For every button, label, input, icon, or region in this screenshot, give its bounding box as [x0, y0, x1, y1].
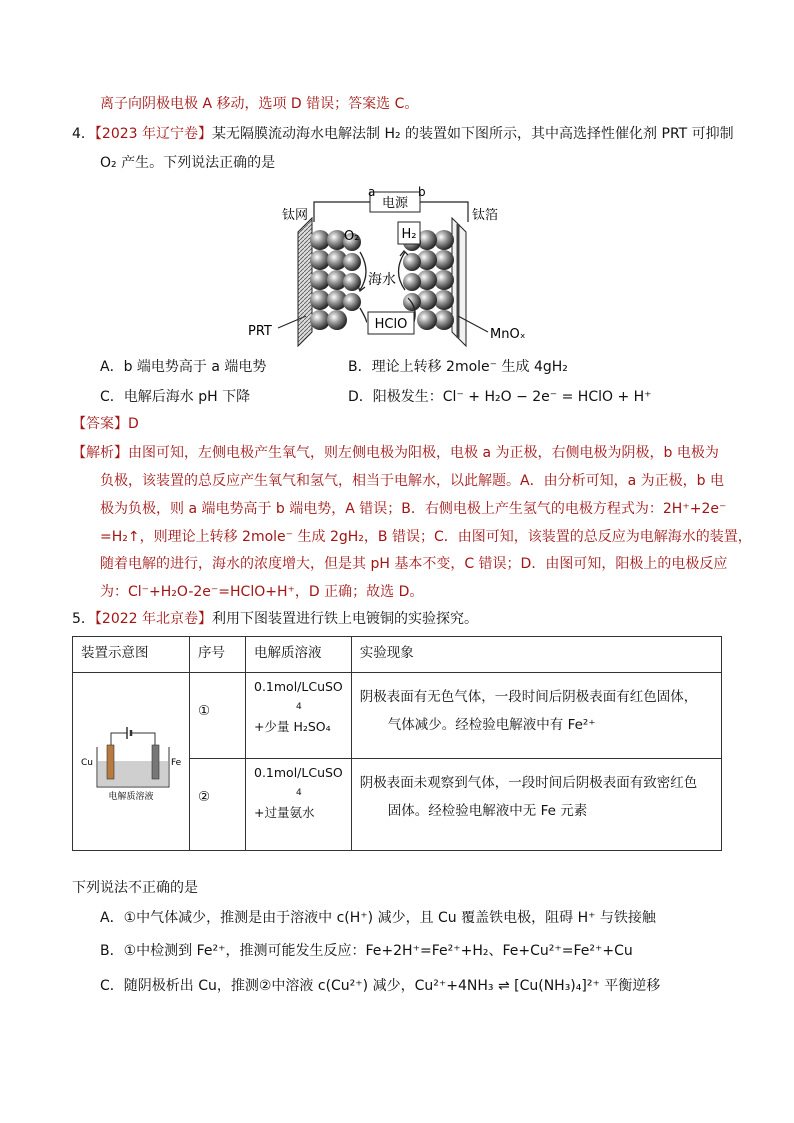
seawater-label: 海水 [368, 272, 396, 288]
q5-stem-text: 利用下图装置进行铁上电镀铜的实验探究。 [212, 611, 479, 627]
table-header-row [73, 637, 722, 673]
table-header-number: 序号 [190, 637, 246, 673]
row1-solution-subscript: 4 [296, 702, 302, 712]
mnox-label: MnOₓ [490, 327, 526, 342]
left-electrode-plate [298, 218, 312, 346]
iron-electrode [152, 745, 159, 779]
row1-solution-line1: 0.1mol/LCuSO [254, 679, 343, 694]
q4-analysis-line3: 极为负极，则 a 端电势高于 b 端电势，A 错误；B．右侧电极上产生氢气的电极方程式为：2H⁺+2e⁻ [100, 501, 727, 517]
q4-answer: 【答案】D [72, 416, 139, 432]
q4-number: 4． [72, 126, 95, 142]
fe-label: Fe [171, 757, 182, 768]
q4-analysis-line4: =H₂↑，则理论上转移 2mole⁻ 生成 2gH₂，B 错误；C．由图可知，该装置的总反应为电解海水的装置， [100, 529, 752, 545]
h2-label: H₂ [401, 227, 417, 242]
row2-solution-line1: 0.1mol/LCuSO [254, 765, 343, 780]
device-caption: 电解质溶液 [108, 791, 154, 802]
q4-analysis-line5: 随着电解的进行，海水的浓度增大，但是其 pH 基本不变，C 错误；D．由图可知，阳极上的电极反应 [100, 556, 728, 572]
q4-analysis-line6: 为：Cl⁻+H₂O-2e⁻=HClO+H⁺，D 正确；故选 D。 [100, 584, 424, 600]
q5-number: 5． [72, 611, 95, 627]
titanium-foil-label: 钛箔 [472, 208, 499, 223]
q4-analysis-line1: 【解析】由图可知，左侧电极产生氧气，则左侧电极为阳极，电极 a 为正极，右侧电极为阴极，b 电极为 [72, 445, 719, 461]
q4-option-c: C．电解后海水 pH 下降 [100, 389, 251, 405]
row1-observation [351, 673, 721, 759]
row2-solution-line3: +过量氨水 [254, 805, 315, 820]
row1-solution-line3: +少量 H₂SO₄ [254, 719, 331, 734]
o2-label: O₂ [344, 229, 360, 244]
q5-option-b: B．①中检测到 Fe²⁺，推测可能发生反应：Fe+2H⁺=Fe²⁺+H₂、Fe+Cu²⁺=Fe²⁺+Cu [100, 943, 633, 959]
electrolysis-diagram [240, 180, 540, 352]
titanium-mesh-label: 钛网 [282, 208, 309, 223]
hclo-label: HClO [374, 317, 408, 332]
cu-label: Cu [81, 757, 93, 768]
table-header-solution: 电解质溶液 [246, 637, 352, 673]
q5-source: 【2022 年北京卷】 [94, 611, 213, 627]
q5-option-c: C．随阴极析出 Cu，推测②中溶液 c(Cu²⁺) 减少，Cu²⁺+4NH₃ ⇌ [Cu(NH₃)₄]²⁺ 平衡逆移 [100, 978, 661, 994]
terminal-a: a [368, 185, 376, 199]
row1-observation-line2: 气体减少。经检验电解液中有 Fe²⁺ [387, 717, 596, 733]
table-header-observation: 实验现象 [351, 637, 721, 673]
row2-solution-subscript: 4 [296, 788, 302, 798]
q5-stem [72, 609, 478, 629]
q4-analysis-line2: 负极，该装置的总反应产生氧气和氢气，相当于电解水，以此解题。A．由分析可知，a 为正极，b 电 [100, 473, 724, 489]
row2-observation-line2: 固体。经检验电解液中无 Fe 元素 [387, 803, 588, 819]
row2-solution [246, 759, 352, 851]
q5-option-a: A．①中气体减少，推测是由于溶液中 c(H⁺) 减少，且 Cu 覆盖铁电极，阻碍 H⁺ 与铁接触 [100, 910, 656, 926]
q4-source: 【2023 年辽宁卷】 [94, 126, 213, 142]
q5-question: 下列说法不正确的是 [72, 880, 198, 896]
q4-option-d: D．阳极发生：Cl⁻ + H₂O − 2e⁻ = HClO + H⁺ [348, 389, 652, 405]
q4-stem-line2: O₂ 产生。下列说法正确的是 [100, 155, 276, 171]
row1-observation-line1: 阴极表面有无色气体，一段时间后阴极表面有红色固体， [359, 689, 698, 705]
copper-electrode [107, 745, 114, 779]
device-cell [73, 673, 190, 851]
q4-stem-text: 某无隔膜流动海水电解法制 H₂ 的装置如下图所示，其中高选择性催化剂 PRT 可抑制 [212, 126, 734, 142]
plating-device-diagram [73, 715, 189, 805]
q3-answer-tail: 离子向阴极电极 A 移动，选项 D 错误；答案选 C。 [100, 96, 419, 112]
q4-stem-line1 [72, 124, 734, 144]
power-label: 电源 [381, 196, 409, 211]
row2-observation-line1: 阴极表面未观察到气体，一段时间后阴极表面有致密红色 [359, 775, 698, 791]
row2-number: ② [190, 759, 246, 851]
q4-option-a: A．b 端电势高于 a 端电势 [100, 359, 267, 375]
prt-label: PRT [248, 324, 272, 339]
table-header-device: 装置示意图 [73, 637, 190, 673]
row2-observation [351, 759, 721, 851]
left-catalyst-spheres [310, 230, 361, 330]
terminal-b: b [418, 185, 426, 199]
table-row [73, 673, 722, 759]
row1-solution [246, 673, 352, 759]
q4-option-b: B．理论上转移 2mole⁻ 生成 4gH₂ [348, 359, 568, 375]
row1-number: ① [190, 673, 246, 759]
experiment-table [72, 636, 722, 851]
